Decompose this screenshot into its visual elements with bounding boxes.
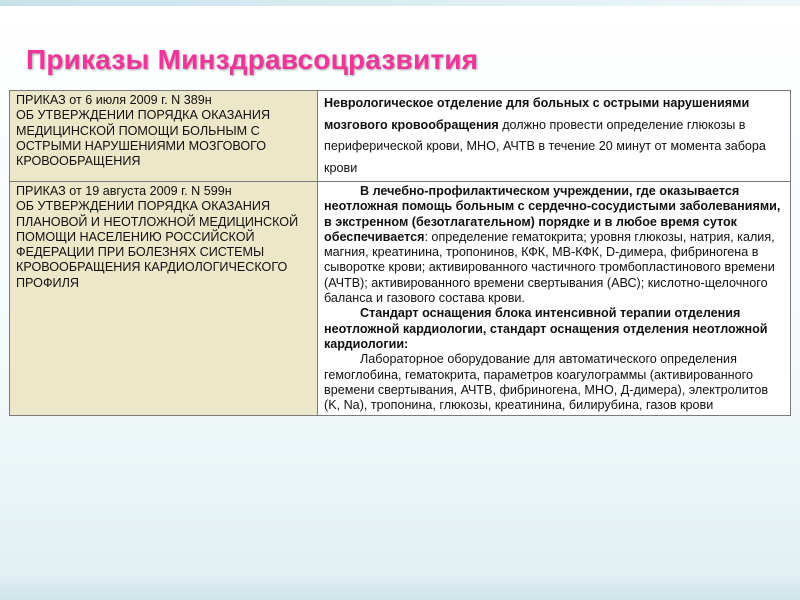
content-text: : определение гематокрита; уровня глюкозы, натрия, калия, магния, креатинина, тропонинов, КФК, МВ-КФК, D-димера, фибриногена в сыворотке крови; активированного частичного тромбопластинового времени (АЧТВ); активированного времени свертывания (АВС); кислотно-щелочного баланса и газового состава крови. <box>324 229 775 306</box>
order-389-cell <box>10 91 318 182</box>
slide-title: Приказы Минздравсоцразвития <box>26 44 479 75</box>
order-prefix: ПРИКАЗ <box>16 184 66 198</box>
order-date: от 6 июля 2009 г. N 389н <box>65 93 212 107</box>
equipment-standard-heading: Стандарт оснащения блока интенсивной терапии отделения неотложной кардиологии, стандарт оснащения отделения неотложной кардиологии: <box>324 306 768 351</box>
content-paragraph <box>324 184 785 306</box>
order-599-content <box>318 182 791 416</box>
content-bold-text: В лечебно-профилактическом учреждении, где оказывается неотложная помощь больным с сердечно-сосудистыми заболеваниями, в экстренном (безотлагательном) порядке и в любое время суток обеспечивается <box>324 184 781 244</box>
content-text: должно провести определение глюкозы в периферической крови, МНО, АЧТВ в течение 20 минут от момента забора крови <box>324 117 766 175</box>
orders-table <box>9 90 791 416</box>
content-paragraph: Лабораторное оборудование для автоматического определения гемоглобина, гематокрита, параметров коагулограммы (активированного времени свертывания, АЧТВ, фибриногена, МНО, Д-димера), электролитов (K, Na), тропонина, глюкозы, креатинина, билирубина, газов крови <box>324 352 769 413</box>
order-date: от 19 августа 2009 г. N 599н <box>65 184 232 198</box>
order-599-cell <box>10 182 318 416</box>
table-row <box>10 91 791 182</box>
top-decor-bar <box>0 0 800 6</box>
order-heading: ОБ УТВЕРЖДЕНИИ ПОРЯДКА ОКАЗАНИЯ МЕДИЦИНСКОЙ ПОМОЩИ БОЛЬНЫМ С ОСТРЫМИ НАРУШЕНИЯМИ МОЗГОВОГО КРОВООБРАЩЕНИЯ <box>16 108 271 169</box>
order-389-content <box>318 91 791 182</box>
order-prefix: ПРИКАЗ <box>16 93 66 107</box>
order-heading: ОБ УТВЕРЖДЕНИИ ПОРЯДКА ОКАЗАНИЯ ПЛАНОВОЙ И НЕОТЛОЖНОЙ МЕДИЦИНСКОЙ ПОМОЩИ НАСЕЛЕНИЮ РОССИЙСКОЙ ФЕДЕРАЦИИ ПРИ БОЛЕЗНЯХ СИСТЕМЫ КРОВООБРАЩЕНИЯ КАРДИОЛОГИЧЕСКОГО ПРОФИЛЯ <box>16 199 299 290</box>
content-bold-text: Неврологическое отделение для больных с острыми нарушениями мозгового кровообращения <box>324 96 750 132</box>
table-row <box>10 182 791 416</box>
bottom-decor-band <box>0 574 800 600</box>
